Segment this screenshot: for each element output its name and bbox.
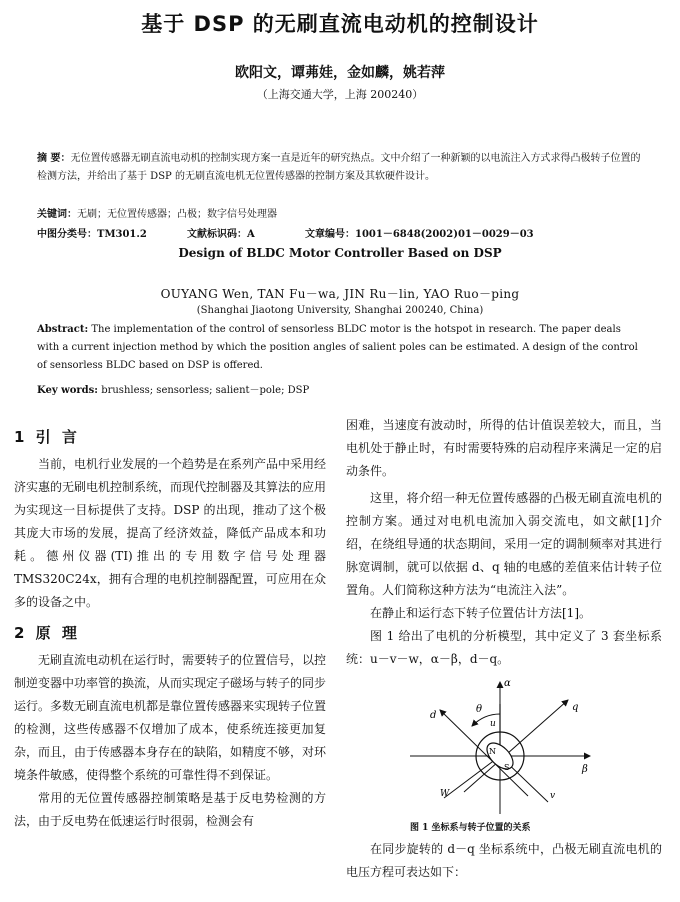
u-label: u	[490, 719, 496, 729]
keywords-zh	[37, 205, 647, 220]
abstract-zh-label: 摘 要：	[37, 153, 71, 164]
section-1-paragraph: 当前，电机行业发展的一个趋势是在系列产品中采用经济实惠的无刷电机控制系统，而现代控制器及其算法的应用为实现这一目标提供了支持。DSP 的出现，推动了这个极其庞大市场的发展，提高了经济效益，降低产品成本和功耗。德州仪器(TI)推出的专用数字信号处理器 TMS320C24x，拥有合理的电机控制器配置，可应用在众多的设备之中。	[14, 457, 327, 609]
s-pole-label: S	[504, 763, 510, 772]
beta-label: β	[582, 764, 588, 775]
right-column-bottom	[346, 838, 662, 884]
section-1-heading: 1 引 言	[14, 428, 80, 446]
right-paragraph-3: 在静止和运行态下转子位置估计方法[1]。	[370, 606, 591, 620]
theta-label: θ	[476, 704, 483, 715]
paper-title: 基于 DSP 的无刷直流电动机的控制设计	[141, 12, 539, 36]
english-affiliation: (Shanghai Jiaotong University, Shanghai 200240, China)	[196, 305, 484, 316]
english-title: Design of BLDC Motor Controller Based on DSP	[178, 246, 502, 260]
section-2-paragraph-1: 无刷直流电动机在运行时，需要转子的位置信号，以控制逆变器中功率管的换流，从而实现定子磁场与转子的同步运行。多数无刷直流电机都是靠位置传感器来实现转子位置的检测，这些传感器不仅增加了成本，使系统连接更加复杂，而且，由于传感器本身存在的缺陷，如精度不够，对环境条件敏感，使得整个系统的可靠性得不到保证。	[14, 653, 327, 782]
right-paragraph-4: 图 1 给出了电机的分析模型，其中定义了 3 套坐标系统：u－v－w，α－β，d－q。	[346, 629, 662, 666]
english-abstract	[37, 321, 645, 375]
affiliation: （上海交通大学，上海 200240）	[256, 88, 424, 101]
english-keywords	[37, 381, 645, 396]
keywords-zh-label: 关键词：	[37, 209, 77, 220]
right-column	[346, 414, 662, 671]
keywords-zh-text: 无刷；无位置传感器；凸极；数字信号处理器	[77, 209, 277, 220]
english-keywords-text: brushless; sensorless; salient－pole; DSP	[101, 385, 310, 396]
w-label: W	[440, 789, 450, 799]
doc-code: 文献标识码：A	[187, 229, 255, 240]
figure-1-diagram	[400, 674, 600, 820]
english-abstract-label: Abstract:	[37, 324, 89, 335]
alpha-label: α	[504, 678, 511, 689]
section-2-paragraph-2: 常用的无位置传感器控制策略是基于反电势检测的方法，由于反电势在低速运行时很弱，检测会有	[14, 791, 326, 828]
left-column	[14, 426, 326, 833]
english-keywords-label: Key words:	[37, 385, 98, 396]
n-pole-label: N	[489, 747, 496, 756]
english-abstract-text: The implementation of the control of sensorless BLDC motor is the hotspot in research. The paper deals with a current injection method by which the position angles of salient poles can be estimated. A design of the control of sensorless BLDC based on DSP is offered.	[37, 324, 638, 371]
d-axis	[440, 710, 528, 796]
v-label: v	[550, 791, 556, 801]
article-number: 文章编号：1001－6848(2002)01－0029－03	[305, 229, 534, 240]
figure-1-caption: 图 1 坐标系与转子位置的关系	[410, 823, 531, 833]
theta-arc	[472, 714, 500, 726]
abstract-zh	[37, 150, 647, 186]
d-label: d	[430, 710, 437, 721]
right-paragraph-2: 这里，将介绍一种无位置传感器的凸极无刷直流电机的控制方案。通过对电机电流加入弱交流电，如文献[1]介绍，在绕组导通的状态期间，采用一定的调制频率对其进行脉宽调制，就可以依据 d、q 轴的电感的差值来估计转子位置角。人们简称这种方法为“电流注入法”。	[346, 491, 662, 597]
clc-number: 中图分类号：TM301.2	[37, 229, 147, 240]
right-paragraph-5: 在同步旋转的 d－q 坐标系统中，凸极无刷直流电机的电压方程可表达如下：	[346, 842, 662, 879]
english-authors: OUYANG Wen, TAN Fu－wa, JIN Ru－lin, YAO Ruo－ping	[160, 287, 520, 301]
right-paragraph-1: 困难，当速度有波动时，所得的估计值误差较大，而且，当电机处于静止时，有时需要特殊的启动程序来满足一定的启动条件。	[346, 418, 662, 478]
w-axis	[444, 756, 500, 798]
abstract-zh-text: 无位置传感器无刷直流电动机的控制实现方案一直是近年的研究热点。文中介绍了一种新颖的以电流注入方式求得凸极转子位置的检测方法，并给出了基于 DSP 的无刷直流电机无位置传感器的控制方案及其软硬件设计。	[37, 153, 641, 182]
q-label: q	[572, 702, 579, 713]
section-2-heading: 2 原 理	[14, 624, 80, 642]
authors: 欧阳文，谭茀娃，金如麟，姚若萍	[235, 65, 445, 81]
